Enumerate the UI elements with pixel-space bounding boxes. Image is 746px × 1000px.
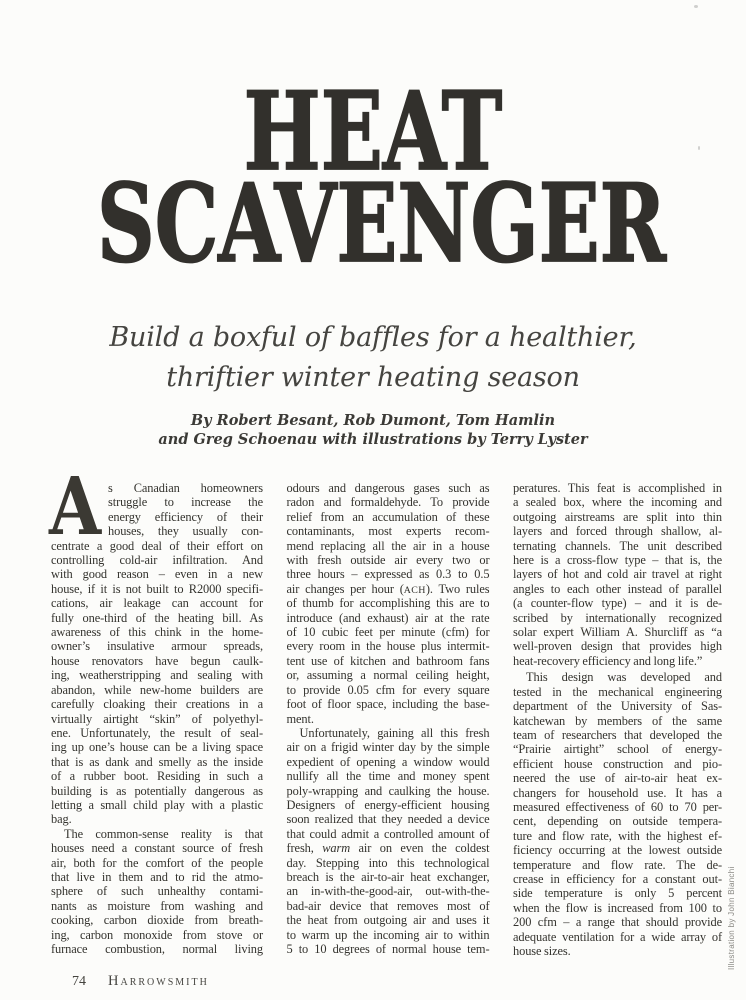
- subtitle-line-1: Build a boxful of baffles for a healthier,: [109, 322, 637, 353]
- text-line: with fresh outside air every two or: [286, 553, 490, 568]
- text-line: relief from an accumulation of these: [286, 509, 490, 524]
- text-line: air on a frigid winter day by the simple: [286, 740, 490, 755]
- text-line: carefully cloaking their creations in a: [51, 697, 263, 712]
- column-2: [287, 481, 490, 958]
- text-line: neered the use of air-to-air heat ex-: [513, 771, 722, 786]
- text-line: every room in the house plus intermit-: [286, 639, 490, 654]
- text-line: to warm up the incoming air to within: [286, 927, 490, 942]
- text-line: cent, depending on outside tempera-: [513, 814, 722, 829]
- text-line: here is a cross-flow type – that is, the: [513, 553, 722, 568]
- text-line: or, assuming a normal ceiling height,: [286, 668, 490, 683]
- text-line: energy efficiency of their: [108, 509, 263, 524]
- text-line: that is as dank and smelly as the inside: [51, 754, 263, 769]
- text-line: house renovators have begun caulk-: [51, 653, 263, 668]
- text-line: Unfortunately, gaining all this fresh: [299, 725, 490, 740]
- byline-line-2: and Greg Schoenau with illustrations by Terry Lyster: [158, 430, 588, 448]
- text-line: 200 cfm – a range that should provide: [513, 915, 722, 930]
- text-line: s Canadian homeowners: [108, 481, 263, 495]
- text-line: crease in efficiency for a constant out-: [513, 871, 722, 886]
- text-line: side temperature is only 5 percent: [513, 886, 722, 901]
- text-line: letting a small child play with a plastic: [51, 797, 263, 812]
- text-line: soon realized that they needed a device: [286, 812, 490, 827]
- text-line: cooking, carbon dioxide from breath-: [51, 913, 263, 928]
- text-line: “Prairie airtight” school of energy-: [513, 742, 722, 757]
- text-line: temperature and flow rate. The de-: [513, 857, 722, 872]
- text-line: This design was developed and: [526, 670, 722, 685]
- text-line: scribed by internationally recognized: [513, 610, 722, 625]
- illustration-credit: Illustration by John Bianchi: [727, 866, 736, 970]
- text-line: controlling cold-air infiltration. And: [51, 553, 263, 568]
- page-number: 74: [72, 974, 86, 989]
- text-line: owner’s insulative armour spreads,: [51, 639, 263, 654]
- text-line: tent use of kitchen and bathroom fans: [286, 653, 490, 668]
- text-line: air changes per hour (ACH). Two rules: [286, 581, 490, 596]
- text-line: bag.: [51, 812, 72, 827]
- text-line: fully one-third of the heating bill. As: [51, 610, 263, 625]
- text-line: adequate ventilation for a wide array of: [513, 929, 722, 944]
- text-line: when the flow is increased from 100 to: [513, 900, 722, 915]
- text-line: angles to each other instead of parallel: [513, 581, 722, 596]
- text-line: house sizes.: [513, 944, 571, 958]
- text-line: efficient house construction and pio-: [513, 756, 722, 771]
- scan-speck: [698, 146, 700, 150]
- text-line: house, if it is not built to R2000 specifi-: [51, 581, 263, 596]
- text-line: layers and forced through shallow, al-: [513, 524, 722, 539]
- text-line: that could admit a controlled amount of: [286, 826, 490, 841]
- text-line: building is as potentially dangerous as: [51, 783, 263, 798]
- text-line: of thumb for accomplishing this are to: [286, 596, 490, 611]
- text-line: (a counter-flow type) – and it is de-: [513, 596, 722, 611]
- text-line: ture and flow rate, with the highest ef-: [513, 828, 722, 843]
- text-line: nants as moisture from washing and: [51, 898, 263, 913]
- text-line: a sealed box, where the incoming and: [513, 495, 722, 510]
- text-line: changers for household use. It has a: [513, 785, 722, 800]
- text-line: the heat from outgoing air and uses it: [286, 913, 490, 928]
- text-line: layers of hot and cold air travel at right: [513, 567, 722, 582]
- text-line: mend replacing all the air in a house: [286, 538, 490, 553]
- text-line: introduce (and exhaust) air at the rate: [286, 610, 490, 625]
- text-line: fresh, warm air on even the coldest: [286, 841, 490, 856]
- text-line: team of researchers that developed the: [513, 727, 722, 742]
- text-line: ing up one’s house can be a living space: [51, 740, 263, 755]
- text-line: sphere of such unhealthy contami-: [51, 884, 263, 899]
- article-body: [51, 481, 722, 958]
- text-line: day. Stepping into this technological: [286, 855, 490, 870]
- text-line: tested in the mechanical engineering: [513, 684, 722, 699]
- text-line: Designers of energy-efficient housing: [286, 797, 490, 812]
- text-line: abandon, while new-home builders are: [51, 682, 263, 697]
- text-line: ment.: [286, 711, 314, 726]
- text-line: ing, weatherstripping and sealing with: [51, 668, 263, 683]
- text-line: cations, air leakage can account for: [51, 596, 263, 611]
- dropcap-letter: A: [49, 459, 102, 553]
- text-line: to provide 0.05 cfm for every square: [286, 682, 490, 697]
- text-line: furnace combustion, normal living: [51, 942, 263, 956]
- magazine-name: Harrowsmith: [108, 973, 209, 989]
- text-line: solar expert William A. Shurcliff as “a: [513, 625, 722, 640]
- article-title-line1: HEAT: [243, 69, 503, 195]
- article-byline: [0, 412, 746, 449]
- column-3: [513, 481, 722, 958]
- text-line: that live in them and to rid the atmo-: [51, 869, 263, 884]
- text-line: well-proven design that provides high: [513, 639, 722, 654]
- text-line: struggle to increase the: [108, 495, 263, 510]
- text-line: expedient of opening a window would: [286, 754, 490, 769]
- text-line: katchewan by members of the same: [513, 713, 722, 728]
- text-line: radon and formaldehyde. To provide: [286, 495, 490, 510]
- text-line: poly-wrapping and caulking the house.: [286, 783, 490, 798]
- page-footer: [72, 972, 209, 990]
- article-title-line2: SCAVENGER: [96, 161, 667, 287]
- subtitle-line-2: thriftier winter heating season: [166, 362, 580, 393]
- text-line: of a rubber boot. Residing in such a: [51, 769, 263, 784]
- text-line: peratures. This feat is accomplished in: [513, 481, 722, 495]
- text-line: with good reason – even in a new: [51, 567, 263, 582]
- text-line: breach is the air-to-air heat exchanger,: [286, 869, 490, 884]
- text-line: foot of floor space, including the base-: [286, 697, 490, 712]
- text-line: ene. Unfortunately, the result of seal-: [51, 725, 263, 740]
- article-subtitle: [0, 318, 746, 398]
- text-line: heat-recovery efficiency and long life.”: [513, 653, 703, 668]
- byline-line-1: By Robert Besant, Rob Dumont, Tom Hamlin: [190, 412, 556, 429]
- text-line: bad-air device that removes most of: [286, 898, 490, 913]
- text-line: awareness of this chink in the home-: [51, 625, 263, 640]
- text-line: contaminants, most experts recom-: [286, 524, 490, 539]
- text-line: outgoing airstreams are split into thin: [513, 509, 722, 524]
- text-line: virtually airtight “skin” of polyethyl-: [51, 711, 263, 726]
- text-line: ing, carbon monoxide from stove or: [51, 927, 263, 942]
- column-1: [51, 481, 263, 958]
- text-line: ternating channels. The unit described: [513, 538, 722, 553]
- text-line: air, both for the comfort of the people: [51, 855, 263, 870]
- text-line: measured effectiveness of 60 to 70 per-: [513, 799, 722, 814]
- text-line: department of the University of Sas-: [513, 699, 722, 714]
- text-line: centrate a good deal of their effort on: [51, 538, 263, 553]
- text-line: nullify all the time and money spent: [286, 769, 490, 784]
- text-line: of 10 cubic feet per minute (cfm) for: [286, 625, 490, 640]
- text-line: odours and dangerous gases such as: [286, 481, 490, 495]
- text-line: 5 to 10 degrees of normal house tem-: [286, 942, 490, 956]
- text-line: ficiency occurring at the lowest outside: [513, 843, 722, 858]
- text-line: houses, they usually con-: [108, 524, 263, 539]
- text-line: houses need a constant source of fresh: [51, 841, 263, 856]
- scan-speck: [694, 5, 698, 8]
- text-line: The common-sense reality is that: [64, 826, 263, 841]
- text-line: an in-with-the-good-air, out-with-the-: [286, 884, 490, 899]
- text-line: three hours – expressed as 0.3 to 0.5: [286, 567, 490, 582]
